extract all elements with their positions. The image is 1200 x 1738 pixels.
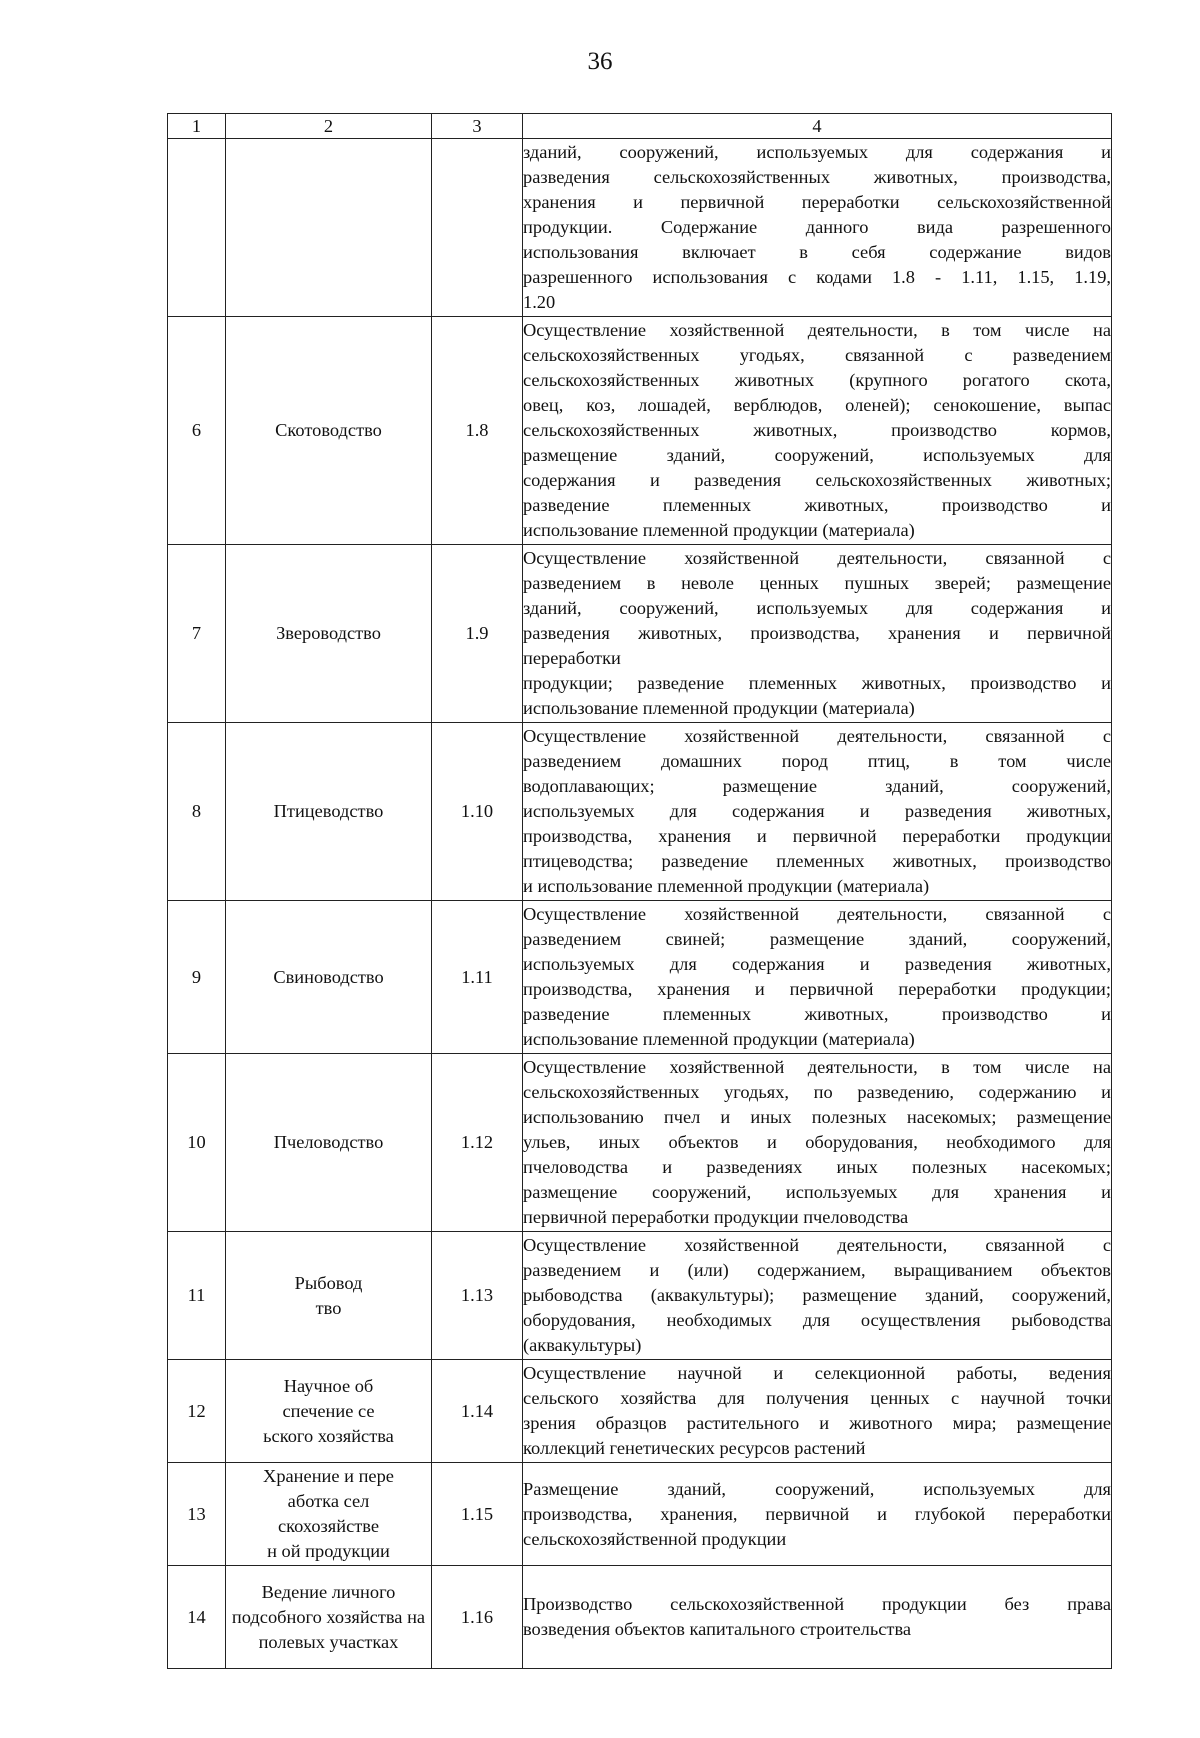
row-description xyxy=(523,317,1112,545)
row-name: Птицеводство xyxy=(226,723,432,901)
row-name xyxy=(226,139,432,317)
description-line: использование племенной продукции (материала) xyxy=(523,520,915,540)
description-line: размещение зданий, сооружений, используемых для xyxy=(523,445,1111,465)
row-name: Скотоводство xyxy=(226,317,432,545)
row-number: 6 xyxy=(168,317,226,545)
row-number: 13 xyxy=(168,1463,226,1566)
row-code: 1.16 xyxy=(432,1566,523,1669)
description-line: Осуществление хозяйственной деятельности, связанной с xyxy=(523,548,1111,568)
table-row xyxy=(168,1566,1112,1669)
header-col-3: 3 xyxy=(432,114,523,139)
table-row xyxy=(168,1463,1112,1566)
description-line: использование племенной продукции (материала) xyxy=(523,698,915,718)
table-row xyxy=(168,723,1112,901)
description-line: разведения животных, производства, хранения и первичной xyxy=(523,623,1111,643)
description-line: зрения образцов растительного и животного мира; размещение xyxy=(523,1413,1111,1433)
description-line: (аквакультуры) xyxy=(523,1335,642,1355)
description-line: первичной переработки продукции пчеловодства xyxy=(523,1207,909,1227)
description-line: хранения и первичной переработки сельскохозяйственной xyxy=(523,192,1111,212)
row-description xyxy=(523,1054,1112,1232)
row-code: 1.13 xyxy=(432,1232,523,1360)
description-line: сельскохозяйственных угодьях, по разведению, содержанию и xyxy=(523,1082,1111,1102)
row-number: 14 xyxy=(168,1566,226,1669)
description-line: разведением свиней; размещение зданий, сооружений, xyxy=(523,929,1111,949)
row-description xyxy=(523,1360,1112,1463)
row-description xyxy=(523,723,1112,901)
row-name: Пчеловодство xyxy=(226,1054,432,1232)
row-name: Научное об спечение се ьского хозяйства xyxy=(226,1360,432,1463)
row-code: 1.12 xyxy=(432,1054,523,1232)
table-row xyxy=(168,1360,1112,1463)
description-line: разведением домашних пород птиц, в том числе xyxy=(523,751,1111,771)
description-line: Осуществление хозяйственной деятельности, связанной с xyxy=(523,904,1111,924)
row-code xyxy=(432,139,523,317)
row-name: Свиноводство xyxy=(226,901,432,1054)
row-number: 8 xyxy=(168,723,226,901)
description-line: переработки xyxy=(523,648,621,668)
description-line: продукции; разведение племенных животных, производство и xyxy=(523,673,1111,693)
description-line: коллекций генетических ресурсов растений xyxy=(523,1438,866,1458)
description-line: птицеводства; разведение племенных животных, производство xyxy=(523,851,1111,871)
description-line: разрешенного использования с кодами 1.8 - 1.11, 1.15, 1.19, xyxy=(523,267,1111,287)
row-description xyxy=(523,1566,1112,1669)
description-line: используемых для содержания и разведения животных, xyxy=(523,801,1111,821)
header-col-4: 4 xyxy=(523,114,1112,139)
row-code: 1.8 xyxy=(432,317,523,545)
description-line: зданий, сооружений, используемых для содержания и xyxy=(523,142,1111,162)
row-description xyxy=(523,1232,1112,1360)
row-name: Рыбовод тво xyxy=(226,1232,432,1360)
description-line: сельскохозяйственных животных (крупного рогатого скота, xyxy=(523,370,1111,390)
table-row xyxy=(168,901,1112,1054)
description-line: 1.20 xyxy=(523,292,556,312)
description-line: размещение сооружений, используемых для хранения и xyxy=(523,1182,1111,1202)
row-number: 9 xyxy=(168,901,226,1054)
description-line: овец, коз, лошадей, верблюдов, оленей); сенокошение, выпас xyxy=(523,395,1111,415)
description-line: ульев, иных объектов и оборудования, необходимого для xyxy=(523,1132,1111,1152)
description-line: используемых для содержания и разведения животных, xyxy=(523,954,1111,974)
description-line: использованию пчел и иных полезных насекомых; размещение xyxy=(523,1107,1111,1127)
description-line: разведением и (или) содержанием, выращиванием объектов xyxy=(523,1260,1111,1280)
table-row xyxy=(168,1054,1112,1232)
description-line: водоплавающих; размещение зданий, сооружений, xyxy=(523,776,1111,796)
description-line: и использование племенной продукции (материала) xyxy=(523,876,930,896)
description-line: Осуществление хозяйственной деятельности, в том числе на xyxy=(523,1057,1111,1077)
row-name: Хранение и пере аботка сел скохозяйстве н ой продукции xyxy=(226,1463,432,1566)
description-line: производства, хранения и первичной переработки продукции xyxy=(523,826,1111,846)
description-line: использование племенной продукции (материала) xyxy=(523,1029,915,1049)
page-number: 36 xyxy=(587,48,613,75)
description-line: сельскохозяйственных угодьях, связанной с разведением xyxy=(523,345,1111,365)
row-name: Звероводство xyxy=(226,545,432,723)
description-line: разведением в неволе ценных пушных зверей; размещение xyxy=(523,573,1111,593)
row-code: 1.14 xyxy=(432,1360,523,1463)
description-line: Размещение зданий, сооружений, используемых для xyxy=(523,1478,1111,1499)
table-row xyxy=(168,545,1112,723)
description-line: производства, хранения и первичной переработки продукции; xyxy=(523,979,1111,999)
table-row xyxy=(168,317,1112,545)
description-line: разведения сельскохозяйственных животных, производства, xyxy=(523,167,1111,187)
description-line: Осуществление хозяйственной деятельности, связанной с xyxy=(523,1235,1111,1255)
row-name: Ведение личного подсобного хозяйства на полевых участках xyxy=(226,1566,432,1669)
row-number xyxy=(168,139,226,317)
description-line: Осуществление научной и селекционной работы, ведения xyxy=(523,1363,1111,1383)
description-line: разведение племенных животных, производство и xyxy=(523,1004,1111,1024)
description-line: сельскохозяйственной продукции xyxy=(523,1528,787,1549)
description-line: сельского хозяйства для получения ценных с научной точки xyxy=(523,1388,1111,1408)
header-col-2: 2 xyxy=(226,114,432,139)
row-code: 1.15 xyxy=(432,1463,523,1566)
row-code: 1.10 xyxy=(432,723,523,901)
description-line: продукции. Содержание данного вида разрешенного xyxy=(523,217,1111,237)
description-line: возведения объектов капитального строительства xyxy=(523,1619,912,1639)
header-col-1: 1 xyxy=(168,114,226,139)
description-line: сельскохозяйственных животных, производство кормов, xyxy=(523,420,1111,440)
description-line: разведение племенных животных, производство и xyxy=(523,495,1111,515)
description-line: Осуществление хозяйственной деятельности, связанной с xyxy=(523,726,1111,746)
description-line: оборудования, необходимых для осуществления рыбоводства xyxy=(523,1310,1111,1330)
description-line: Производство сельскохозяйственной продукции без права xyxy=(523,1594,1111,1614)
description-line: пчеловодства и разведениях иных полезных насекомых; xyxy=(523,1157,1111,1177)
row-description xyxy=(523,139,1112,317)
description-line: содержания и разведения сельскохозяйственных животных; xyxy=(523,470,1111,490)
row-code: 1.11 xyxy=(432,901,523,1054)
row-description xyxy=(523,1463,1112,1566)
row-number: 10 xyxy=(168,1054,226,1232)
row-code: 1.9 xyxy=(432,545,523,723)
description-line: рыбоводства (аквакультуры); размещение зданий, сооружений, xyxy=(523,1285,1111,1305)
row-description xyxy=(523,545,1112,723)
row-number: 11 xyxy=(168,1232,226,1360)
description-line: зданий, сооружений, используемых для содержания и xyxy=(523,598,1111,618)
land-use-table xyxy=(167,113,1112,1669)
description-line: Осуществление хозяйственной деятельности, в том числе на xyxy=(523,320,1111,340)
row-number: 7 xyxy=(168,545,226,723)
table-row xyxy=(168,139,1112,317)
description-line: использования включает в себя содержание видов xyxy=(523,242,1111,262)
row-description xyxy=(523,901,1112,1054)
table-row xyxy=(168,1232,1112,1360)
table-header-row xyxy=(168,114,1112,139)
description-line: производства, хранения, первичной и глубокой переработки xyxy=(523,1503,1111,1524)
row-number: 12 xyxy=(168,1360,226,1463)
